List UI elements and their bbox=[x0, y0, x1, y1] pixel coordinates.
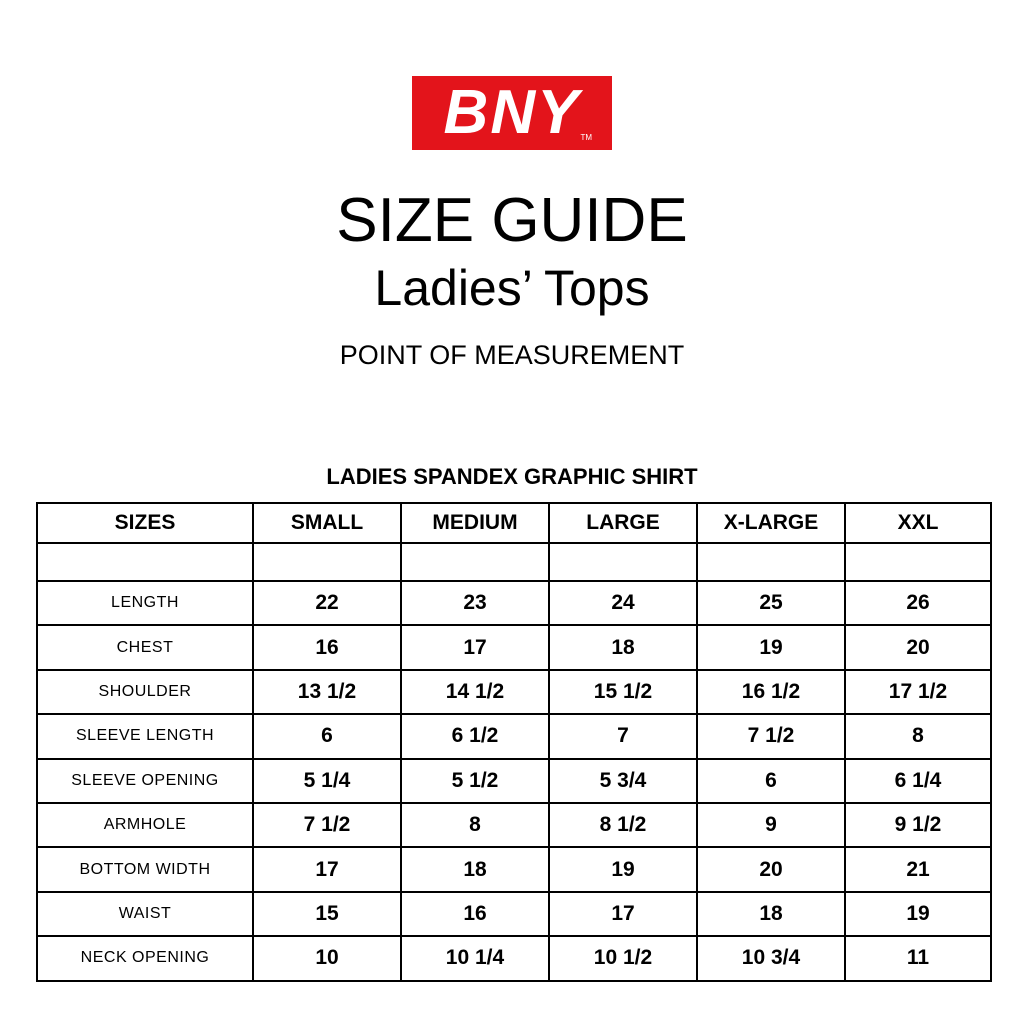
header-cell: X-LARGE bbox=[697, 503, 845, 543]
measurement-value: 16 bbox=[253, 625, 401, 669]
blank-cell bbox=[549, 543, 697, 581]
measurement-value: 21 bbox=[845, 847, 991, 891]
measurement-value: 17 bbox=[253, 847, 401, 891]
measurement-value: 8 1/2 bbox=[549, 803, 697, 847]
measurement-value: 8 bbox=[845, 714, 991, 758]
measurement-value: 18 bbox=[549, 625, 697, 669]
measurement-value: 17 1/2 bbox=[845, 670, 991, 714]
table-row bbox=[37, 581, 991, 625]
measurement-value: 10 bbox=[253, 936, 401, 980]
size-chart-table bbox=[36, 502, 992, 982]
measurement-value: 5 1/2 bbox=[401, 759, 549, 803]
measurement-label: SHOULDER bbox=[37, 670, 253, 714]
blank-cell bbox=[697, 543, 845, 581]
measurement-value: 7 1/2 bbox=[697, 714, 845, 758]
table-row bbox=[37, 714, 991, 758]
table-row bbox=[37, 625, 991, 669]
measurement-value: 6 bbox=[697, 759, 845, 803]
blank-cell bbox=[845, 543, 991, 581]
measurement-value: 26 bbox=[845, 581, 991, 625]
table-row bbox=[37, 803, 991, 847]
measurement-value: 18 bbox=[697, 892, 845, 936]
measurement-value: 15 1/2 bbox=[549, 670, 697, 714]
blank-cell bbox=[37, 543, 253, 581]
table-row bbox=[37, 892, 991, 936]
measurement-value: 10 3/4 bbox=[697, 936, 845, 980]
table-row bbox=[37, 759, 991, 803]
measurement-value: 9 1/2 bbox=[845, 803, 991, 847]
header-cell: MEDIUM bbox=[401, 503, 549, 543]
blank-cell bbox=[401, 543, 549, 581]
measurement-value: 6 1/2 bbox=[401, 714, 549, 758]
measurement-value: 20 bbox=[697, 847, 845, 891]
measurement-label: CHEST bbox=[37, 625, 253, 669]
header-row bbox=[37, 503, 991, 543]
table-row bbox=[37, 936, 991, 980]
measurement-value: 19 bbox=[845, 892, 991, 936]
measurement-value: 5 1/4 bbox=[253, 759, 401, 803]
measurement-value: 7 1/2 bbox=[253, 803, 401, 847]
blank-cell bbox=[253, 543, 401, 581]
header-cell: LARGE bbox=[549, 503, 697, 543]
measurement-label: WAIST bbox=[37, 892, 253, 936]
measurement-value: 15 bbox=[253, 892, 401, 936]
page-title: SIZE GUIDE bbox=[336, 186, 688, 255]
table-row bbox=[37, 670, 991, 714]
measurement-value: 5 3/4 bbox=[549, 759, 697, 803]
measurement-value: 10 1/2 bbox=[549, 936, 697, 980]
logo-trademark: TM bbox=[580, 133, 592, 142]
measurement-value: 6 bbox=[253, 714, 401, 758]
measurement-value: 22 bbox=[253, 581, 401, 625]
measurement-value: 8 bbox=[401, 803, 549, 847]
brand-logo bbox=[412, 76, 612, 150]
measurement-label: SLEEVE OPENING bbox=[37, 759, 253, 803]
page-subtitle: Ladies’ Tops bbox=[374, 260, 650, 316]
measurement-value: 16 bbox=[401, 892, 549, 936]
measurement-label: ARMHOLE bbox=[37, 803, 253, 847]
measurement-label: SLEEVE LENGTH bbox=[37, 714, 253, 758]
measurement-value: 24 bbox=[549, 581, 697, 625]
measurement-value: 19 bbox=[549, 847, 697, 891]
section-heading: POINT OF MEASUREMENT bbox=[339, 340, 685, 370]
measurement-value: 17 bbox=[549, 892, 697, 936]
measurement-value: 13 1/2 bbox=[253, 670, 401, 714]
measurement-value: 11 bbox=[845, 936, 991, 980]
header-cell: XXL bbox=[845, 503, 991, 543]
measurement-value: 19 bbox=[697, 625, 845, 669]
measurement-value: 17 bbox=[401, 625, 549, 669]
measurement-label: NECK OPENING bbox=[37, 936, 253, 980]
header-cell: SIZES bbox=[37, 503, 253, 543]
measurement-value: 14 1/2 bbox=[401, 670, 549, 714]
measurement-value: 6 1/4 bbox=[845, 759, 991, 803]
measurement-label: LENGTH bbox=[37, 581, 253, 625]
measurement-value: 18 bbox=[401, 847, 549, 891]
measurement-value: 20 bbox=[845, 625, 991, 669]
table-title: LADIES SPANDEX GRAPHIC SHIRT bbox=[326, 464, 698, 489]
measurement-value: 9 bbox=[697, 803, 845, 847]
blank-row bbox=[37, 543, 991, 581]
logo-text: BNY bbox=[443, 78, 581, 147]
measurement-value: 16 1/2 bbox=[697, 670, 845, 714]
measurement-label: BOTTOM WIDTH bbox=[37, 847, 253, 891]
table-row bbox=[37, 847, 991, 891]
measurement-value: 7 bbox=[549, 714, 697, 758]
measurement-value: 10 1/4 bbox=[401, 936, 549, 980]
measurement-value: 23 bbox=[401, 581, 549, 625]
header-cell: SMALL bbox=[253, 503, 401, 543]
measurement-value: 25 bbox=[697, 581, 845, 625]
